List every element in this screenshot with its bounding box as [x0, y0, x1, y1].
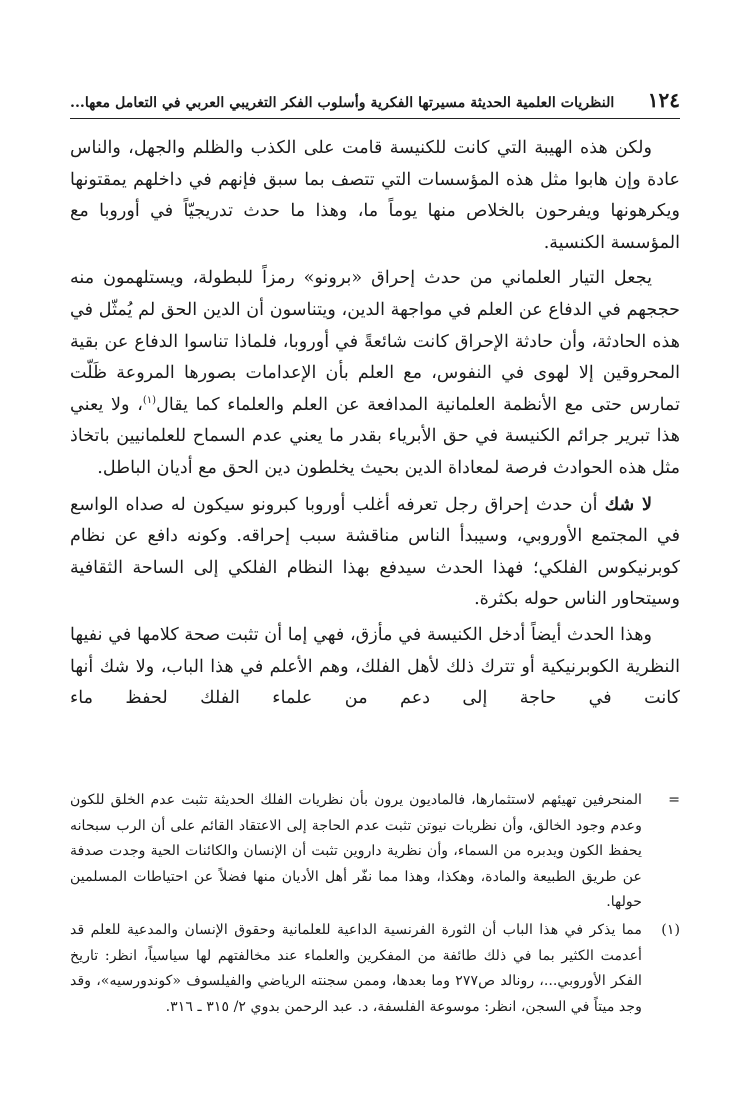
footnote-text: المنحرفين تهيئهم لاستثمارها، فالماديون يرون بأن نظريات الفلك الحديثة تثبت عدم الخلق للكون وعدم وجود الخالق، وأن نظريات نيوتن تثبت عدم الحاجة إلى الاعتقاد القائم على أن الرب سبحانه يحفظ الكون ويدبره من السماء، وأن نظرية داروين تثبت أن الإنسان والكائنات الحية وجدت صدفة عن طريق الطبيعة والمادة، وهكذا، وهذا مما نفّر أهل الأديان منها فضلاً عن احتياطات المسلمين حولها. — [70, 792, 642, 911]
body-text — [70, 133, 680, 715]
footnote-marker: (١) — [661, 921, 680, 938]
footnote-1 — [70, 918, 680, 1020]
paragraph-3 — [70, 489, 680, 616]
paragraph-4 — [70, 620, 680, 715]
running-title: النظريات العلمية الحديثة مسيرتها الفكرية وأسلوب الفكر التغريبي العربي في التعامل معها... — [70, 95, 615, 111]
footnote-marker: = — [668, 792, 680, 808]
footnotes — [70, 788, 680, 1020]
footnote-continuation — [70, 788, 680, 916]
page-number: ١٢٤ — [647, 88, 680, 112]
page-header — [70, 88, 680, 119]
book-page — [70, 88, 680, 715]
paragraph-text-after-ref: ، ولا يعني هذا تبرير جرائم الكنيسة في حق الأبرياء بقدر ما يعني عدم السماح للعلمانيين باتخاذ مثل هذه الحوادث فرصة لمعاداة الدين بحيث يخلطون دين الحق مع أديان الباطل. — [70, 394, 680, 478]
paragraph-text-before-ref: يجعل التيار العلماني من حدث إحراق «برونو» رمزاً للبطولة، ويستلهمون منه حججهم في الدفاع عن العلم في مواجهة الدين، ويتناسون أن الدين الحق لم يُمثّل في هذه الحادثة، وأن حادثة الإحراق كانت شائعةً في أوروبا، فلماذا تناسوا الدفاع عن بقية المحروقين إلا لهوى في النفوس، مع العلم بأن الإعدامات بصورها المروعة ظَلّت تمارس حتى مع الأنظمة العلمانية المدافعة عن العلم والعلماء كما يقال — [70, 268, 680, 415]
footnote-reference[interactable]: (١) — [142, 394, 157, 406]
paragraph-text: ولكن هذه الهيبة التي كانت للكنيسة قامت على الكذب والظلم والجهل، والناس عادة وإن هابوا مثل هذه المؤسسات التي تتصف بما سبق فإنهم في داخلهم يمقتونها ويكرهونها ويفرحون بالخلاص منها يوماً ما، وهذا ما حدث تدريجيّاً في أوروبا مع المؤسسة الكنسية. — [70, 138, 680, 253]
paragraph-text: وهذا الحدث أيضاً أدخل الكنيسة في مأزق، فهي إما أن تثبت صحة كلامها في نفيها النظرية الكوبرنيكية أو تترك ذلك لأهل الفلك، وهم الأعلم في هذا الباب، ولا شك أنها كانت في حاجة إلى دعم من علماء الفلك لحفظ ماء — [70, 624, 680, 709]
paragraph-text: أن حدث إحراق رجل تعرفه أغلب أوروبا كبرونو سيكون له صداه الواسع في المجتمع الأوروبي، وسيبدأ الناس مناقشة سبب إحراقه. وكونه دافع عن نظام كوبرنيكوس الفلكي؛ فهذا الحدث سيدفع بهذا النظام الفلكي إلى الساحة الثقافية وسيتحاور الناس حوله بكثرة. — [70, 494, 680, 610]
paragraph-2 — [70, 263, 680, 484]
paragraph-lead-word: لا شك — [604, 493, 652, 515]
paragraph-1 — [70, 133, 680, 259]
footnote-text: مما يذكر في هذا الباب أن الثورة الفرنسية الداعية للعلمانية وحقوق الإنسان والمدعية للعلم قد أعدمت الكثير بما في ذلك طائفة من المفكرين والعلماء عند مخالفتهم لها سياسياً، انظر: تاريخ الفكر الأوروبي...، رونالد ص٢٧٧ وما بعدها، وممن سجنته الرياضي والفيلسوف «كوندورسيه»، وقد وجد ميتاً في السجن، انظر: موسوعة الفلسفة، د. عبد الرحمن بدوي ٢/ ٣١٥ ـ ٣١٦. — [70, 921, 642, 1015]
